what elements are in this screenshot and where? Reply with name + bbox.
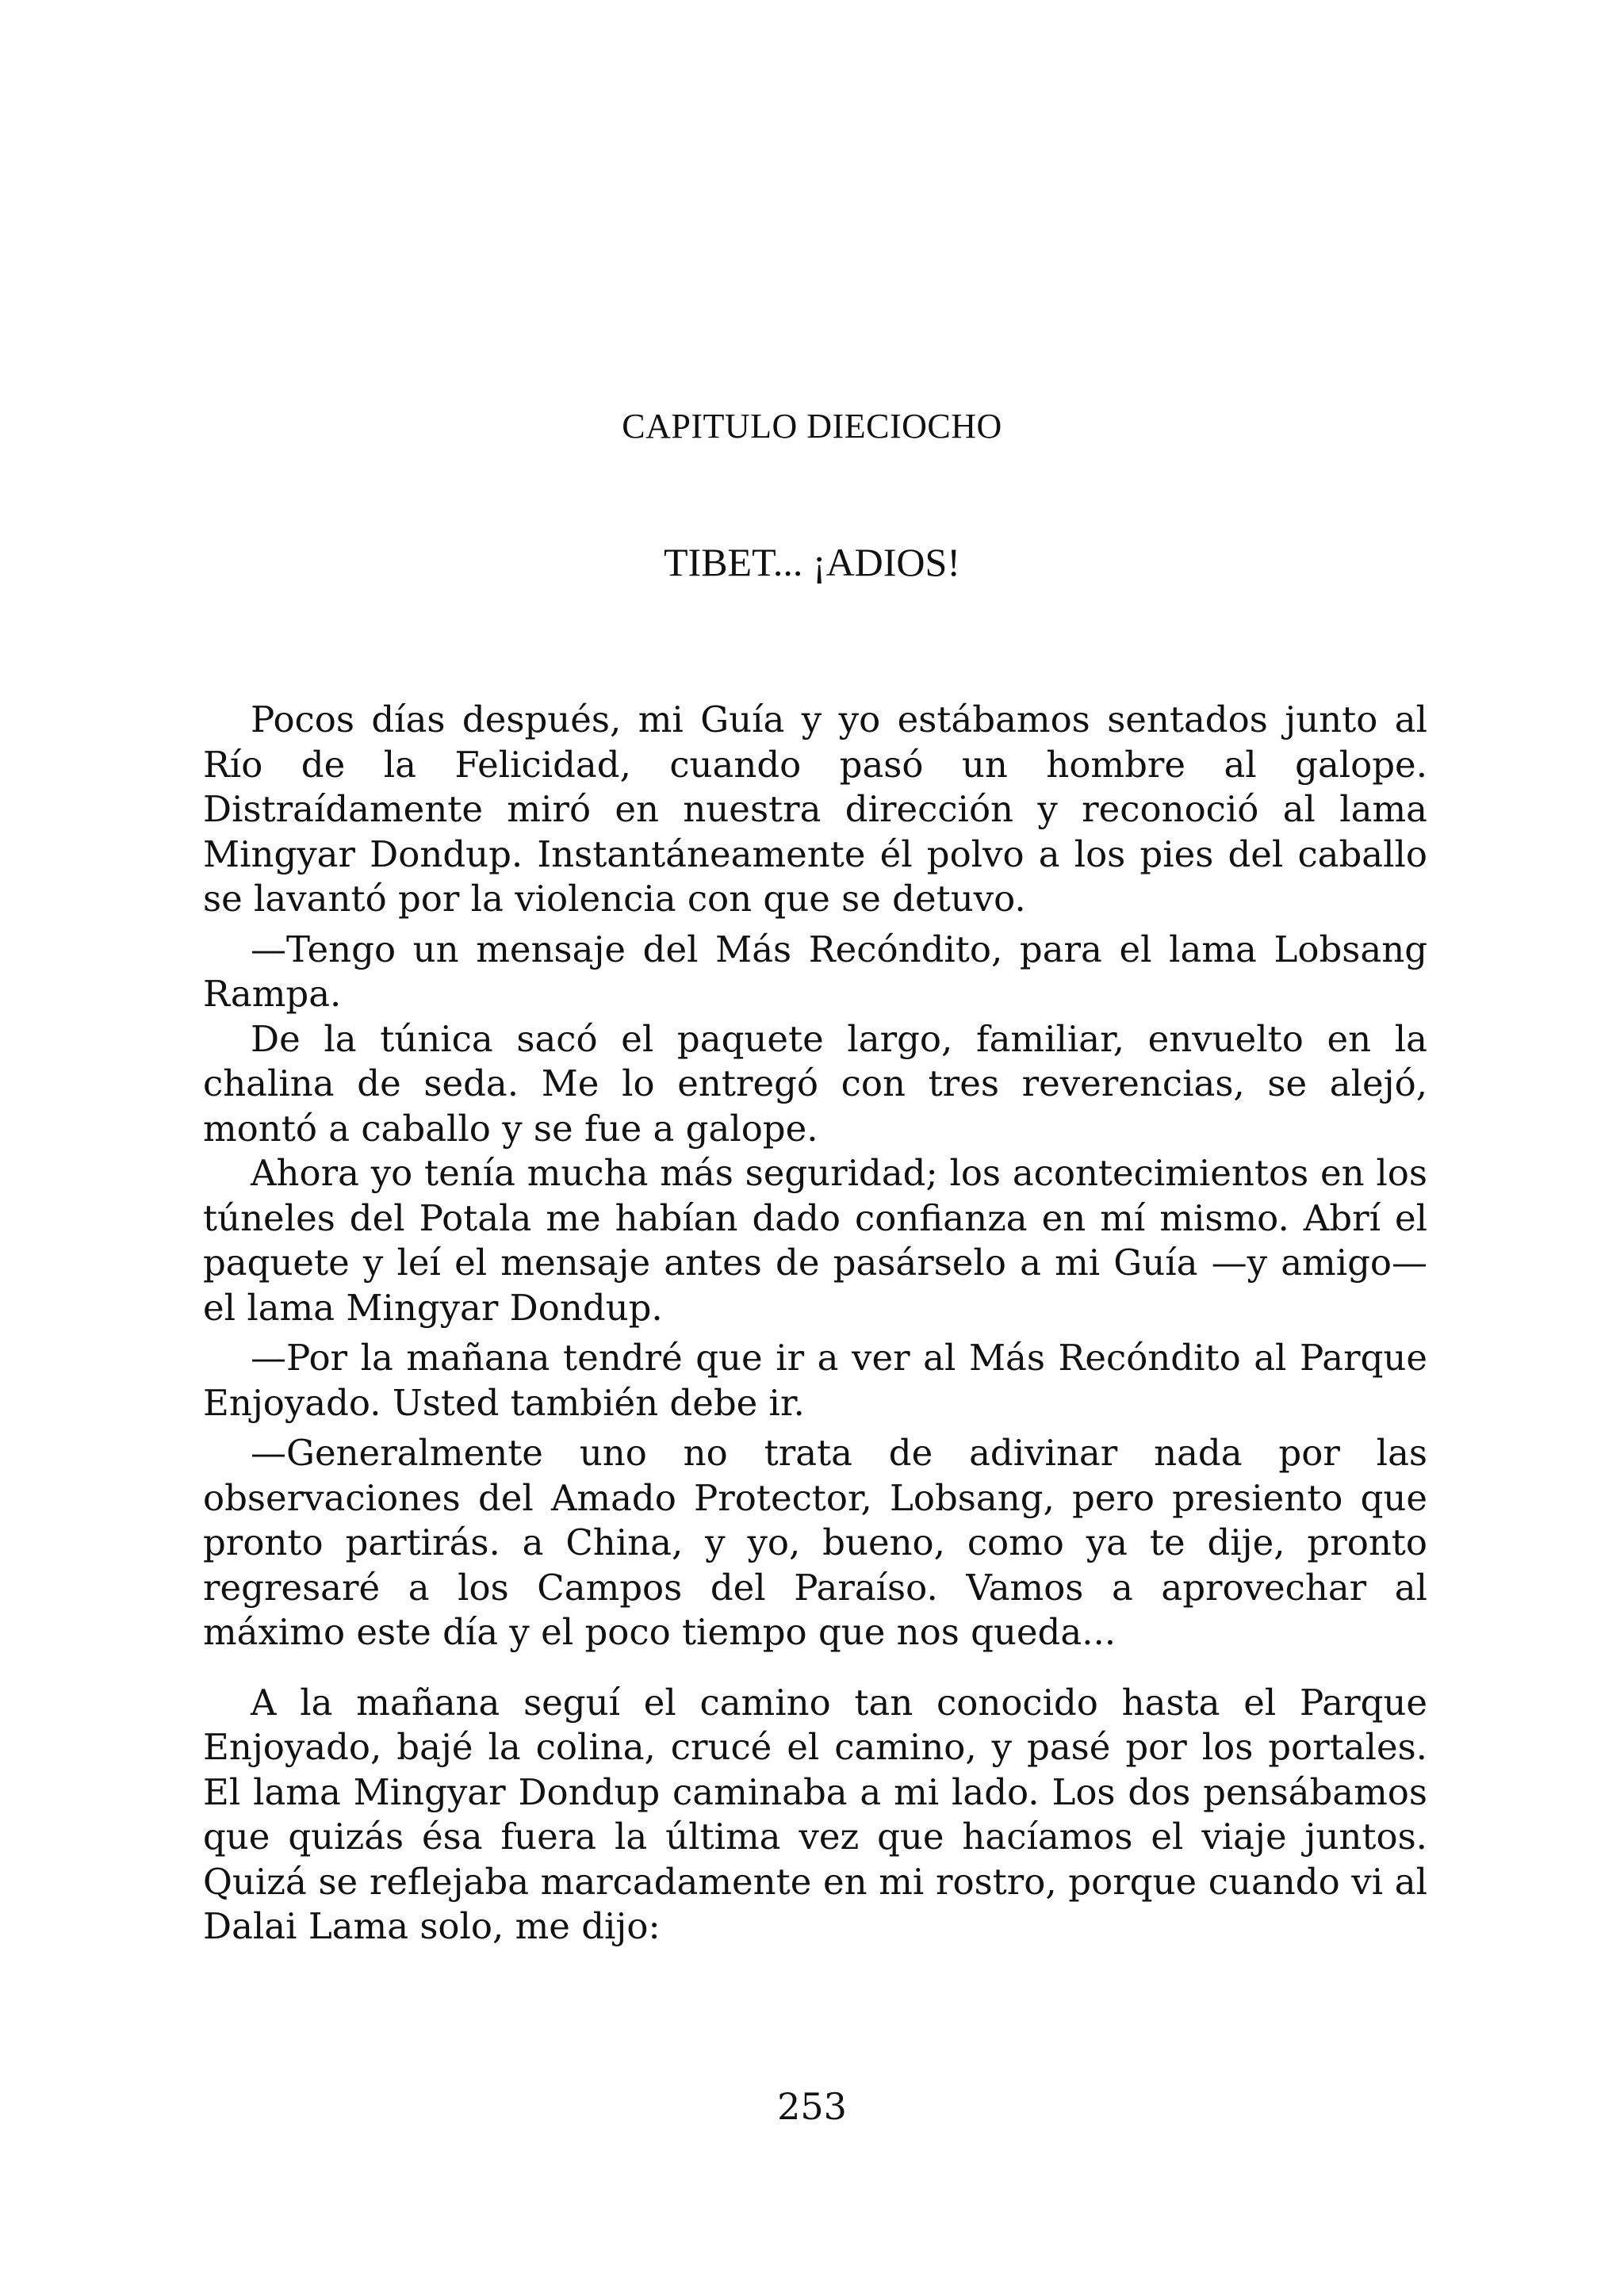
paragraph-3: De la túnica sacó el paquete largo, familiar, envuelto en la chalina de seda. Me lo entregó con tres reverencias, se alejó, montó a caballo y se fue a galope. — [203, 1017, 1427, 1150]
page-number: 253 — [777, 2085, 847, 2128]
paragraph-1: Pocos días después, mi Guía y yo estábamos sentados junto al Río de la Felicidad, cuando pasó un hombre al galope. Distraídamente miró en nuestra dirección y reconoció al lama Mingyar Dondup. Instantáneamente él polvo a los pies del caballo se lavantó por la violencia con que se detuvo. — [203, 698, 1427, 920]
paragraph-4: Ahora yo tenía mucha más seguridad; los acontecimientos en los túneles del Potala me habían dado confianza en mí mismo. Abrí el paquete y leí el mensaje antes de pasárselo a mi Guía —y amigo— el lama Mingyar Dondup. — [203, 1152, 1427, 1329]
paragraph-7: A la mañana seguí el camino tan conocido hasta el Parque Enjoyado, bajé la colina, crucé el camino, y pasé por los portales. El lama Mingyar Dondup caminaba a mi lado. Los dos pensábamos que quizás ésa fuera la última vez que hacíamos el viaje juntos. Quizá se reflejaba marcadamente en mi rostro, porque cuando vi al Dalai Lama solo, me dijo: — [203, 1681, 1427, 1947]
paragraph-5: —Por la mañana tendré que ir a ver al Más Recóndito al Parque Enjoyado. Usted también debe ir. — [203, 1337, 1427, 1424]
body-text — [203, 698, 1427, 1950]
paragraph-6: —Generalmente uno no trata de adivinar nada por las observaciones del Amado Protector, Lobsang, pero presiento que pronto partirás. a China, y yo, bueno, como ya te dije, pronto regresaré a los Campos del Paraíso. Vamos a aprovechar al máximo este día y el poco tiempo que nos queda... — [203, 1432, 1427, 1653]
chapter-label: CAPITULO DIECIOCHO — [622, 407, 1002, 446]
chapter-title: TIBET... ¡ADIOS! — [664, 540, 960, 584]
paragraph-2: —Tengo un mensaje del Más Recóndito, para el lama Lobsang Rampa. — [203, 928, 1427, 1015]
